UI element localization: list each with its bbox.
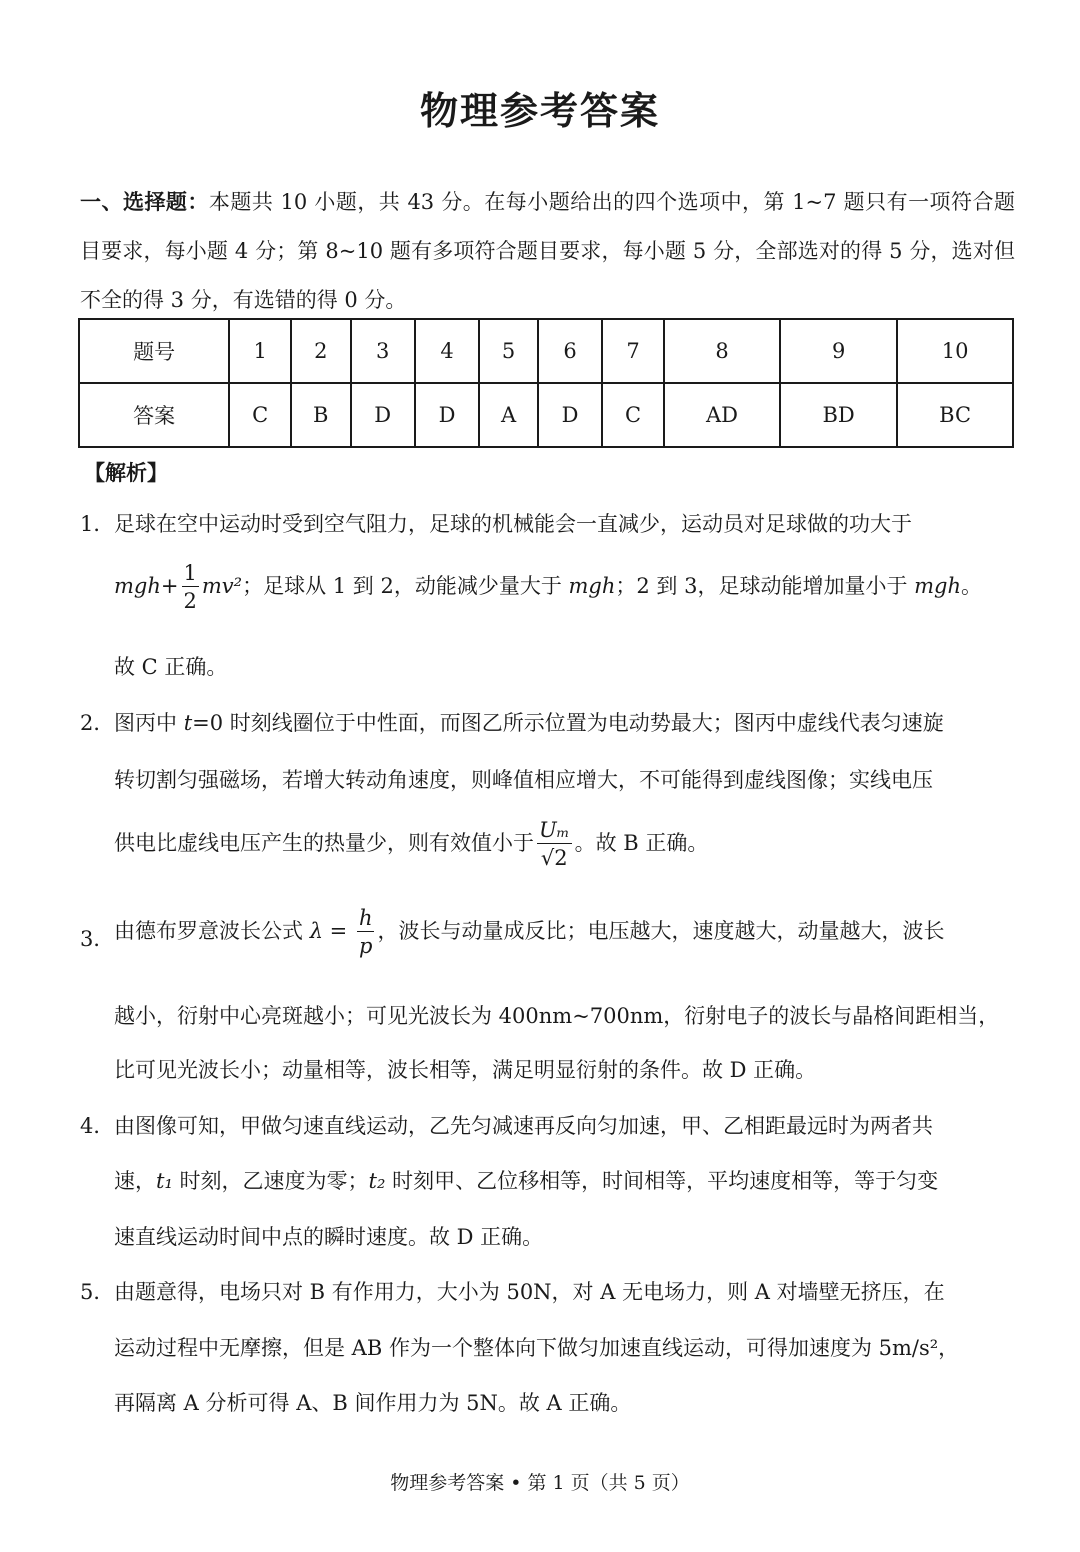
answer-cell: C (602, 383, 664, 447)
math-operator: + (160, 574, 179, 598)
math-expression: mgh (914, 574, 962, 598)
item-line (114, 707, 944, 737)
answer-cell: D (415, 383, 479, 447)
answer-cell: D (351, 383, 415, 447)
analysis-item-1 (80, 508, 1015, 688)
item-line: 由图像可知，甲做匀速直线运动，乙先匀减速再反向匀加速，甲、乙相距最远时为两者共 (114, 1114, 933, 1138)
item-number: 1． (80, 512, 115, 536)
fraction-h-over-p (357, 905, 375, 960)
fraction-numerator: h (358, 906, 373, 930)
item-number: 2． (80, 711, 115, 735)
item-line (114, 905, 944, 960)
answer-cell: AD (664, 383, 780, 447)
section-heading: 一、选择题： (80, 190, 209, 214)
item-text: 速， (114, 1169, 156, 1193)
fraction-numerator: Uₘ (539, 818, 570, 842)
item-text: =0 时刻线圈位于中性面，而图乙所示位置为电动势最大；图丙中虚线代表匀速旋 (192, 711, 944, 735)
item-line: 速直线运动时间中点的瞬时速度。故 D 正确。 (114, 1225, 544, 1249)
item-line: 运动过程中无摩擦，但是 AB 作为一个整体向下做匀加速直线运动，可得加速度为 5m/s²， (114, 1336, 960, 1360)
answer-row (79, 383, 1013, 447)
item-line (114, 817, 708, 872)
page-title: 物理参考答案 (419, 89, 660, 133)
math-variable: t (183, 711, 193, 735)
answer-cell: BC (897, 383, 1013, 447)
question-number: 4 (415, 319, 479, 383)
page-footer: 物理参考答案 • 第 1 页（共 5 页） (390, 1472, 690, 1494)
item-line: 由题意得，电场只对 B 有作用力，大小为 50N，对 A 无电场力，则 A 对墙壁无挤压，在 (114, 1280, 945, 1304)
math-variable: λ (309, 919, 323, 943)
question-number: 7 (602, 319, 664, 383)
answer-cell: D (538, 383, 602, 447)
fraction-denominator: 2 (183, 589, 197, 613)
math-variable: t₂ (368, 1169, 386, 1193)
question-number: 3 (351, 319, 415, 383)
analysis-item-4 (80, 1110, 1015, 1260)
item-text: ；足球从 1 到 2，动能减少量大于 (242, 574, 569, 598)
question-number-row (79, 319, 1013, 383)
item-text: 供电比虚线电压产生的热量少，则有效值小于 (114, 831, 534, 855)
item-line (114, 560, 982, 615)
fraction-one-half (182, 560, 199, 615)
item-text: 图丙中 (114, 711, 184, 735)
item-line: 转切割匀强磁场，若增大转动角速度，则峰值相应增大，不可能得到虚线图像；实线电压 (114, 768, 933, 792)
item-line: 比可见光波长小；动量相等，波长相等，满足明显衍射的条件。故 D 正确。 (114, 1058, 817, 1082)
math-expression: mgh (568, 574, 616, 598)
math-operator: = (323, 919, 354, 943)
answer-cell: A (479, 383, 538, 447)
answer-cell: B (291, 383, 351, 447)
question-number: 2 (291, 319, 351, 383)
item-conclusion: 故 C 正确。 (114, 655, 228, 679)
section-instructions: 本题共 10 小题，共 43 分。在每小题给出的四个选项中，第 1~7 题只有一项符合题目要求，每小题 4 分；第 8~10 题有多项符合题目要求，每小题 5 分，全部选对的得 5 分，选对但不全的得 3 分，有选错的得 0 分。 (80, 190, 1016, 312)
item-number: 3． (80, 927, 115, 951)
analysis-item-5 (80, 1276, 1015, 1426)
item-text: 由德布罗意波长公式 (114, 919, 310, 943)
item-line: 足球在空中运动时受到空气阻力，足球的机械能会一直减少，运动员对足球做的功大于 (114, 512, 912, 536)
item-text: 。 (961, 574, 983, 598)
analysis-heading: 【解析】 (84, 461, 168, 485)
item-line: 再隔离 A 分析可得 A、B 间作用力为 5N。故 A 正确。 (114, 1391, 632, 1415)
analysis-item-2 (80, 707, 1015, 887)
math-expression: mgh (114, 574, 161, 598)
question-number: 5 (479, 319, 538, 383)
row-label-number: 题号 (79, 319, 229, 383)
fraction-denominator: √2 (540, 846, 568, 870)
item-text: 时刻，乙速度为零； (172, 1169, 369, 1193)
item-line (114, 1165, 938, 1195)
row-label-answer: 答案 (79, 383, 229, 447)
question-number: 6 (538, 319, 602, 383)
math-expression: mv² (201, 574, 243, 598)
item-line: 越小，衍射中心亮斑越小；可见光波长为 400nm~700nm，衍射电子的波长与晶格间距相当， (114, 1004, 1000, 1028)
math-variable: t₁ (156, 1169, 173, 1193)
analysis-item-3 (80, 905, 1015, 1085)
answer-cell: BD (780, 383, 897, 447)
item-text: ；2 到 3，足球动能增加量小于 (615, 574, 915, 598)
item-text: 。故 B 正确。 (574, 831, 709, 855)
question-number: 1 (229, 319, 291, 383)
question-number: 8 (664, 319, 780, 383)
item-text: ，波长与动量成反比；电压越大，速度越大，动量越大，波长 (377, 919, 945, 943)
item-number: 5． (80, 1280, 115, 1304)
item-number: 4． (80, 1114, 115, 1138)
item-text: 时刻甲、乙位移相等，时间相等，平均速度相等，等于匀变 (385, 1169, 939, 1193)
answer-cell: C (229, 383, 291, 447)
section-intro (80, 178, 1015, 325)
question-number: 10 (897, 319, 1013, 383)
fraction-numerator: 1 (183, 561, 197, 585)
fraction-denominator: p (358, 934, 373, 958)
fraction-um-over-root2 (537, 817, 572, 872)
question-number: 9 (780, 319, 897, 383)
answer-table (78, 318, 1014, 448)
